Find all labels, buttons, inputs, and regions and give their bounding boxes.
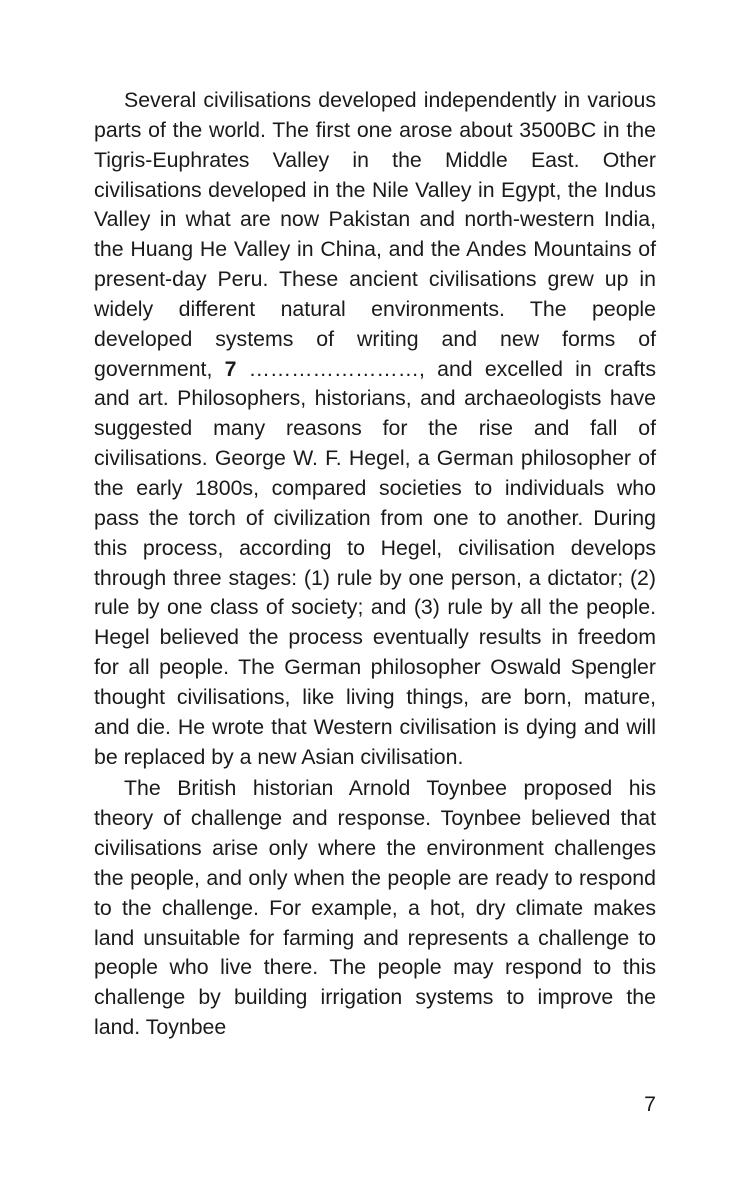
- paragraph-1-text-start: Several civilisations developed independently in various parts of the world. The first one arose about 3500BC in the Tigris-Euphrates Valley in the Middle East. Other civilisations developed in the Nile Valley in Egypt, the Indus Valley in what are now Pakistan and north-western India, the Huang He Valley in China, and the Andes Mountains of present-day Peru. These ancient civilisations grew up in widely different natural environments. The people developed systems of writing and new forms of government,: [94, 88, 656, 381]
- page-body: [94, 86, 656, 1043]
- gap-blank[interactable]: ……………………,: [236, 356, 425, 381]
- gap-number-7: 7: [224, 356, 237, 381]
- page-number: 7: [644, 1092, 656, 1116]
- paragraph-2: The British historian Arnold Toynbee proposed his theory of challenge and response. Toynbee believed that civilisations arise only where the environment challenges the people, and only when the people are ready to respond to the challenge. For example, a hot, dry climate makes land unsuitable for farming and represents a challenge to people who live there. The people may respond to this challenge by building irrigation systems to improve the land. Toynbee: [94, 776, 656, 1040]
- paragraph-1-text-end: and excelled in crafts and art. Philosophers, historians, and archaeologists have suggested many reasons for the rise and fall of civilisations. George W. F. Hegel, a German philosopher of the early 1800s, compared societies to individuals who pass the torch of civilization from one to another. During this process, according to Hegel, civilisation develops through three stages: (1) rule by one person, a dictator; (2) rule by one class of society; and (3) rule by all the people. Hegel believed the process eventually results in freedom for all people. The German philosopher Oswald Spengler thought civilisations, like living things, are born, mature, and die. He wrote that Western civilisation is dying and will be replaced by a new Asian civilisation.: [94, 356, 656, 769]
- paragraph-1: [94, 86, 656, 772]
